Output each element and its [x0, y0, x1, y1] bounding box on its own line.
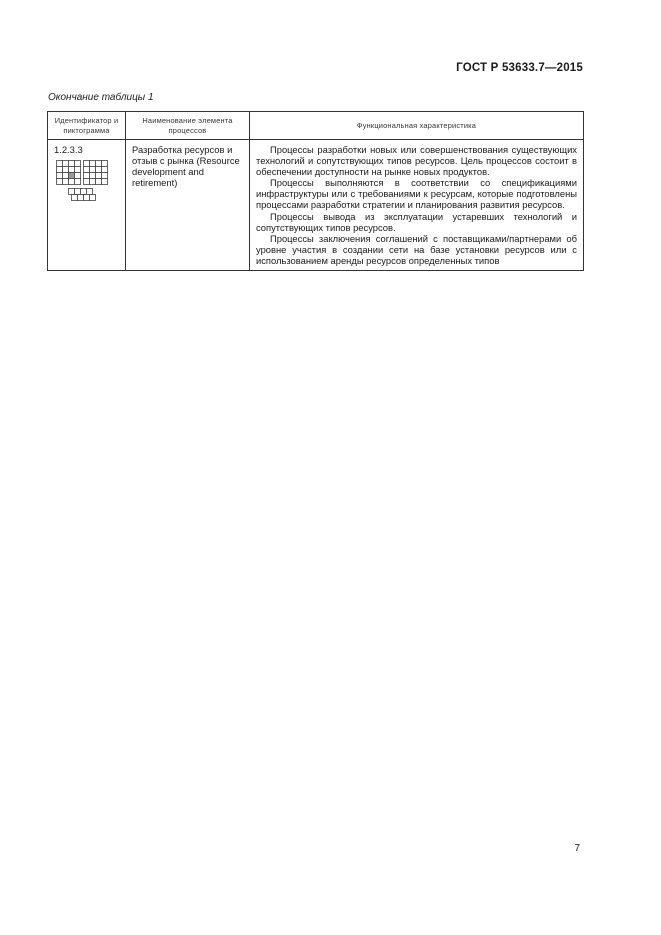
- table-header-row: [48, 112, 584, 140]
- process-table: [47, 111, 584, 271]
- process-identifier: 1.2.3.3: [54, 144, 83, 155]
- column-header-functional-characteristic: Функциональная характеристика: [250, 112, 584, 140]
- process-pictogram-icon: [54, 160, 116, 210]
- column-header-identifier: Идентификатор и пиктограмма: [48, 112, 126, 140]
- document-standard-header: ГОСТ Р 53633.7—2015: [456, 62, 583, 74]
- column-header-element-name: Наименование элемента процессов: [126, 112, 250, 140]
- element-name-cell: Разработка ресурсов и отзыв с рынка (Resource development and retirement): [126, 140, 250, 271]
- functional-characteristic-cell: [250, 140, 584, 271]
- table-caption: Окончание таблицы 1: [48, 92, 154, 103]
- description-paragraph: Процессы разработки новых или совершенствования существующих технологий и сопутствующих типов ресурсов. Цель процессов состоит в обеспечении доступности на рынке новых продуктов.: [256, 144, 577, 178]
- description-paragraph: Процессы вывода из эксплуатации устаревших технологий и сопутствующих типов ресурсов.: [256, 210, 577, 233]
- identifier-cell: [48, 140, 126, 271]
- description-paragraph: Процессы заключения соглашений с поставщиками/партнерами об уровне участия в создании сети на базе установки ресурсов или с использованием аренды ресурсов определенных типов: [256, 232, 577, 266]
- page-number: 7: [574, 843, 580, 854]
- table-row: [48, 140, 584, 271]
- description-paragraph: Процессы выполняются в соответствии со спецификациями инфраструктуры или с требованиями к ресурсам, которые подготовлены процессами разработки стратегии и планирования развития ресурсов.: [256, 177, 577, 211]
